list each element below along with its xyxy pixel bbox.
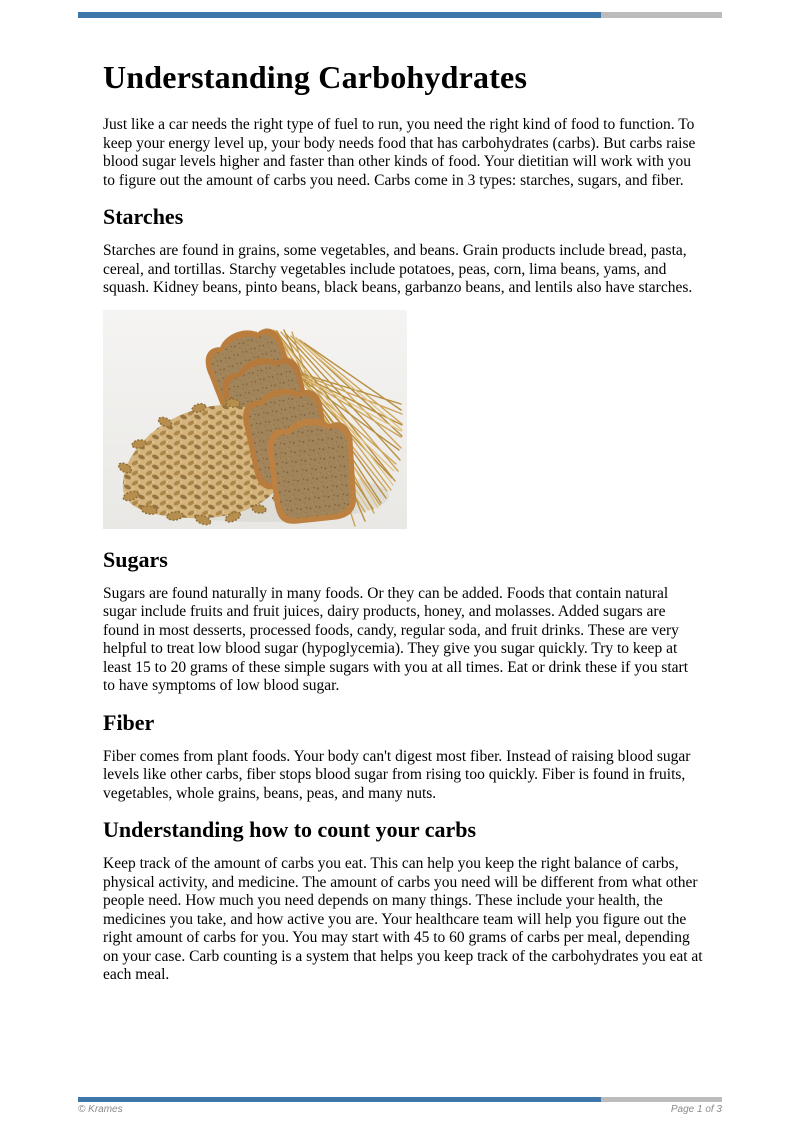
section-body-count-your-carbs: Keep track of the amount of carbs you eat. This can help you keep the right balance of carbs, physical activity, and medicine. The amount of carbs you need will be different from what other people need. How much you need depends on many things. These include your health, the medicines you take, and how active you are. Your healthcare team will help you figure out the right amount of carbs for you. You may start with 45 to 60 grams of carbs per meal, depending on your case. Carb counting is a system that helps you keep track of the carbohydrates you eat at each meal. (103, 855, 703, 983)
page-number-label: Page 1 of 3 (670, 1104, 722, 1115)
section-body-fiber: Fiber comes from plant foods. Your body can't digest most fiber. Instead of raising blood sugar levels like other carbs, fiber stops blood sugar from rising too quickly. Fiber is found in fruits, vegetables, whole grains, beans, peas, and many nuts. (103, 747, 691, 802)
footer-accent-bar-gray-segment (601, 1097, 722, 1102)
footer-accent-bar (78, 1097, 722, 1102)
intro-paragraph: Just like a car needs the right type of fuel to run, you need the right kind of food to function. To keep your energy level up, your body needs food that has carbohydrates (carbs). But carbs raise blood sugar levels higher and faster than other kinds of food. Your dietitian will work with you to figure out the amount of carbs you need. Carbs come in 3 types: starches, sugars, and fiber. (103, 116, 696, 189)
copyright-text: © Krames (78, 1104, 123, 1115)
section-heading-sugars: Sugars (103, 546, 168, 572)
section-body-starches: Starches are found in grains, some vegetables, and beans. Grain products include bread, pasta, cereal, and tortillas. Starchy vegetables include potatoes, peas, corn, lima beans, yams, and squash. Kidney beans, pinto beans, black beans, garbanzo beans, and lentils also have starches. (103, 242, 693, 296)
section-fiber (103, 710, 703, 804)
section-heading-fiber: Fiber (103, 709, 155, 735)
section-count-your-carbs (103, 817, 703, 985)
footer-accent-bar-blue-segment (78, 1097, 601, 1102)
page-footer (78, 1104, 722, 1115)
document-content (103, 0, 703, 997)
page-title: Understanding Carbohydrates (103, 59, 528, 95)
section-starches (103, 204, 703, 529)
bread-pasta-photo-illustration (103, 310, 407, 529)
section-sugars (103, 547, 703, 696)
section-body-sugars: Sugars are found naturally in many foods. Or they can be added. Foods that contain natural sugar include fruits and fruit juices, dairy products, honey, and molasses. Added sugars are found in most desserts, processed foods, candy, regular soda, and fruit drinks. These are very helpful to treat low blood sugar (hypoglycemia). They give you sugar quickly. Try to keep at least 15 to 20 grams of these simple sugars with you at all times. Eat or drink these if you start to have symptoms of low blood sugar. (103, 584, 689, 694)
starches-photo (103, 310, 407, 529)
section-heading-starches: Starches (103, 204, 184, 229)
section-heading-count-your-carbs: Understanding how to count your carbs (103, 817, 477, 842)
